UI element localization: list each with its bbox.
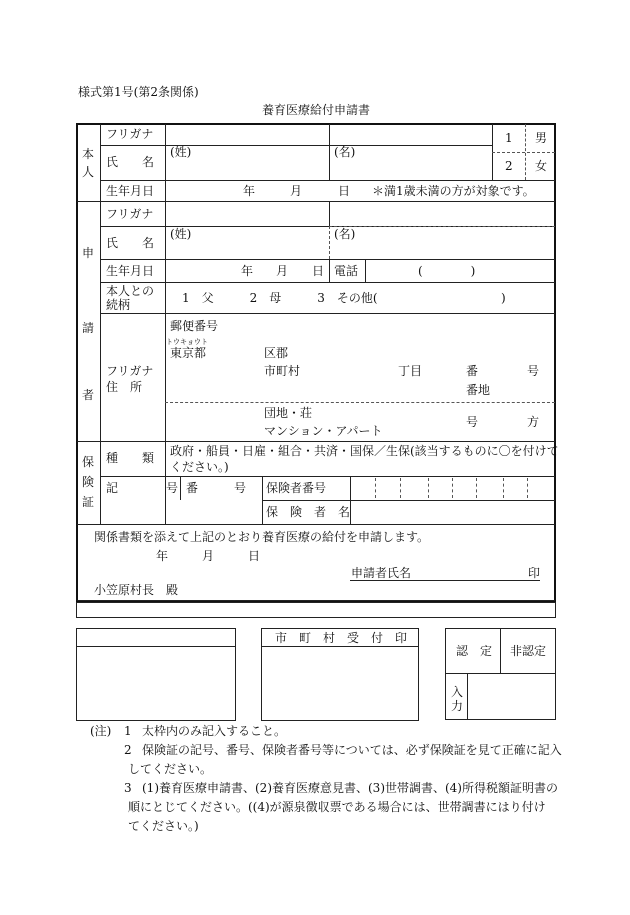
bango-label: 番 号: [186, 481, 247, 495]
honnin-birth-year: 年: [243, 184, 256, 198]
input-label-2: 力: [451, 699, 464, 713]
ku-gun: 区郡: [264, 346, 289, 360]
honnin-birth-month: 月: [290, 184, 303, 198]
address-furigana-label: フリガナ: [106, 364, 154, 378]
section-insurance-3: 証: [82, 495, 95, 509]
note-1: 太枠内のみ記入すること。: [142, 724, 287, 738]
applicant-signature-label: 申請者氏名: [351, 566, 412, 580]
applicant-birth-day: 日: [312, 264, 325, 278]
relation-close: ): [501, 291, 506, 305]
honnin-sei: (姓): [170, 145, 192, 159]
go2: 号: [466, 415, 479, 429]
gender-2-num: 2: [505, 159, 513, 173]
tokyo-kana: トウキョウト: [166, 338, 208, 346]
form-title: 養育医療給付申請書: [262, 103, 371, 117]
note-2a: 保険証の記号、番号、保険者番号等については、必ず保険証を見て正確に記入: [142, 743, 562, 757]
note-2b: してください。: [128, 762, 213, 776]
declaration-day: 日: [248, 549, 261, 563]
honnin-mei: (名): [334, 145, 356, 159]
note-2-num: 2: [124, 743, 132, 757]
ban: 番: [466, 364, 479, 378]
insurer-name-label: 保 険 者 名: [266, 505, 351, 519]
declaration-text: 関係書類を添えて上記のとおり養育医療の給付を申請します。: [94, 530, 430, 544]
applicant-phone-paren: ( ): [418, 264, 476, 278]
applicant-phone-label: 電話: [334, 264, 359, 278]
kigo-label: 記 号: [106, 481, 179, 495]
postal-label: 郵便番号: [170, 319, 219, 333]
note-1-num: 1: [124, 724, 132, 738]
office-box-left: [76, 628, 236, 721]
declaration-month: 月: [202, 549, 215, 563]
section-applicant-3: 者: [82, 388, 95, 402]
address-label: 住 所: [106, 380, 143, 394]
danchi: 団地・荘: [264, 406, 313, 420]
go: 号: [527, 364, 540, 378]
section-insurance-1: 保: [82, 455, 95, 469]
applicant-sei: (姓): [170, 227, 192, 241]
shichoson: 市町村: [264, 364, 301, 378]
chome: 丁目: [398, 364, 423, 378]
section-honnin-1: 本: [82, 147, 95, 161]
declaration-year: 年: [156, 549, 169, 563]
reception-stamp-label: 市 町 村 受 付 印: [275, 631, 408, 645]
note-3b: 順にとじてください。((4)が源泉徴収票である場合には、世帯調書にはり付け: [128, 800, 546, 814]
section-applicant-1: 申: [82, 246, 95, 260]
mansion: マンション・アパート: [264, 424, 383, 438]
honnin-furigana-label: フリガナ: [106, 127, 154, 141]
not-approved-label: 非認定: [510, 644, 547, 658]
gender-male[interactable]: 男: [535, 131, 548, 145]
applicant-birth-year: 年: [241, 264, 254, 278]
input-label-1: 入: [451, 685, 464, 699]
section-honnin-2: 人: [82, 165, 95, 179]
addressee: 小笠原村長 殿: [94, 583, 179, 597]
form-number: 様式第1号(第2条関係): [78, 85, 199, 99]
honnin-birth-day: 日: [338, 184, 351, 198]
insurance-type-text-2: ください。): [170, 460, 229, 474]
blank-strip: [76, 602, 556, 618]
relation-label-1: 本人との: [106, 284, 155, 298]
insurance-type-label: 種 類: [106, 451, 155, 465]
tokyo: 東京都: [170, 346, 207, 360]
relation-options: 1 父 2 母 3 その他(: [182, 291, 378, 305]
honnin-birth-label: 生年月日: [106, 184, 155, 198]
insurance-type-text-1: 政府・船員・日雇・組合・共済・国保／生保(該当するものに〇を付けて: [170, 444, 559, 458]
applicant-birth-month: 月: [276, 264, 289, 278]
note-3a: (1)養育医療申請書、(2)養育医療意見書、(3)世帯調書、(4)所得税額証明書の: [142, 781, 558, 795]
insurer-number-label: 保険者番号: [266, 481, 327, 495]
gender-female[interactable]: 女: [535, 159, 548, 173]
honnin-name-label: 氏 名: [106, 155, 155, 169]
applicant-birth-label: 生年月日: [106, 264, 155, 278]
applicant-name-label: 氏 名: [106, 236, 155, 250]
applicant-mei: (名): [334, 227, 356, 241]
banchi: 番地: [466, 383, 491, 397]
gender-1-num: 1: [505, 131, 513, 145]
note-3-num: 3: [124, 781, 132, 795]
relation-label-2: 続柄: [106, 298, 131, 312]
section-applicant-2: 請: [82, 321, 95, 335]
section-insurance-2: 険: [82, 475, 95, 489]
notes-prefix: (注): [90, 724, 112, 738]
applicant-furigana-label: フリガナ: [106, 207, 154, 221]
kata: 方: [527, 415, 540, 429]
seal-mark: 印: [528, 566, 541, 580]
note-3c: てください。): [128, 819, 199, 833]
honnin-birth-note: ＊満1歳未満の方が対象です。: [372, 184, 535, 198]
approved-label: 認 定: [456, 644, 493, 658]
